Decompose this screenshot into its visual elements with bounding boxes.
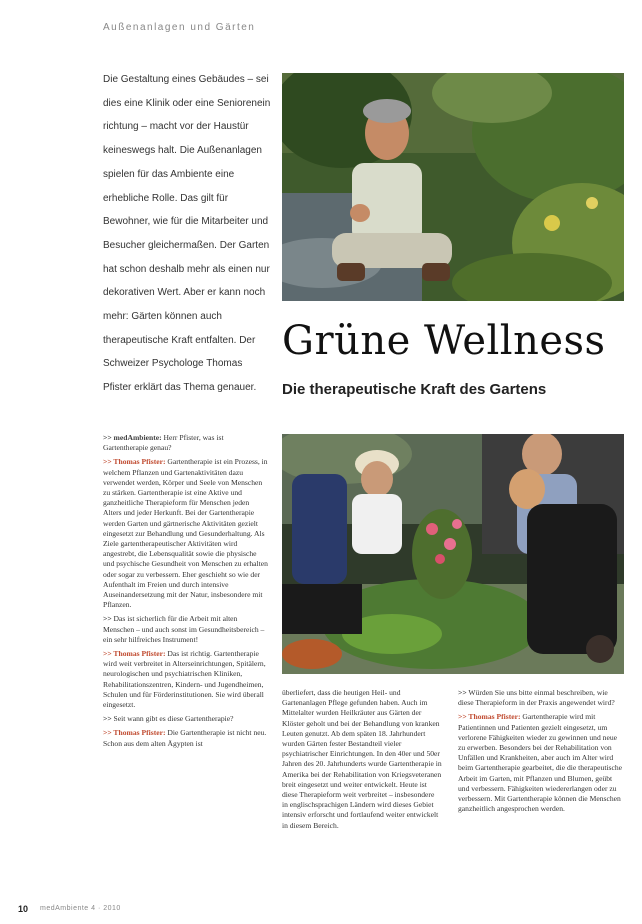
speaker-label: >> Thomas Pfister:: [103, 457, 166, 467]
speaker-label: >>: [103, 714, 112, 724]
headline: Grüne Wellness: [282, 318, 606, 364]
speaker-label: >> medAmbiente:: [103, 433, 162, 442]
interview-answer: [103, 457, 269, 610]
paragraph-text: Das ist sicherlich für die Arbeit mit alten Menschen – und auch sonst im Gesundheitsbereich – ein sehr hilfreiches Instrument!: [103, 614, 265, 644]
paragraph-text: Das ist richtig. Gartentherapie wird weit verbreitet in Alterseinrichtungen, Spitälern, neurologischen und psychiatrischen Kliniken, Rehabilitationszentren, Kindern- und Jugendheimen, Schulen und für Förderinstitutionen. Sie wird überall eingesetzt.: [103, 649, 266, 710]
speaker-label: >>: [458, 688, 467, 697]
body-paragraph: [282, 688, 442, 831]
interview-column-1: [103, 433, 269, 749]
interview-question: [458, 688, 624, 708]
interview-question: [103, 714, 269, 724]
speaker-label: >> Thomas Pfister:: [458, 712, 521, 722]
speaker-label: >> Thomas Pfister:: [103, 728, 166, 738]
speaker-label: >>: [103, 614, 112, 624]
page-number: 10: [18, 904, 29, 914]
publication-info: medAmbiente 4 · 2010: [40, 905, 121, 912]
interview-question: [103, 614, 269, 645]
interview-answer: [458, 712, 624, 814]
paragraph-text: Seit wann gibt es diese Gartentherapie?: [111, 714, 234, 724]
paragraph-text: Gartentherapie wird mit Patientinnen und Patienten gezielt eingesetzt, um verlorene Fähigkeiten wieder zu gewinnen und neue zu erwerben. Besonders bei der Rehabilitation von Unfällen und Krankheiten, aber auch im Alter wird beim Gartentherapie gearbeitet, die die therapeutische Arbeit im Garten, mit Pflanzen und Blumen, geübt und verbessern. Fähigkeiten wiedererlangen oder zu verbessern. Mit Gartentherapie können die Menschen ganzheitlich angesprochen werden.: [458, 712, 623, 814]
interview-question: [103, 433, 269, 453]
paragraph-text: Würden Sie uns bitte einmal beschreiben, wie diese Therapieform in der Praxis angewendet wird?: [458, 688, 615, 708]
paragraph-text: Herr Pfister, was ist Gartentherapie genau?: [103, 433, 224, 453]
photo-man-in-garden: [282, 73, 624, 301]
section-label: Außenanlagen und Gärten: [103, 22, 256, 33]
interview-answer: [103, 728, 269, 748]
interview-answer: [103, 649, 269, 710]
paragraph-text: überliefert, dass die heutigen Heil- und Gartenanlagen Pflege gefunden haben. Auch im Mittelalter wurden Heilkräuter aus Gärten der Klöster geholt und bei der Behandlung von kranken Leuten genutzt. Ab dem späten 18. Jahrhundert wurden Gärten fester Bestandteil vieler psychiatrischer Einrichtungen. In den 40er und 50er Jahren des 20. Jahrhunderts wurde Gartentherapie in Amerika bei der Rehabilitation von Kriegsveteranen breit eingesetzt und weiter entwickelt. Heute ist diese Therapieform weit verbreitet – insbesondere in englischsprachigen Ländern wird dieses Gebiet intensiv erforscht und fortlaufend weiter entwickelt in diesem Bereich.: [282, 688, 442, 830]
intro-paragraph: Die Gestaltung eines Gebäudes – sei dies eine Klinik oder eine Seniorenein richtung – macht vor der Haustür keineswegs halt. Die Außenanlagen spielen für das Ambiente eine erhebliche Rolle. Das gilt für Bewohner, wie für die Mitarbeiter und Besucher gleichermaßen. Der Garten hat schon deshalb mehr als einen nur dekorativen Wert. Aber er kann noch mehr: Gärten können auch therapeutische Kraft entfalten. Der Schweizer Psychologe Thomas Pfister erklärt das Thema genauer.: [103, 74, 271, 394]
interview-column-2: [282, 688, 442, 831]
interview-column-3: [458, 688, 624, 814]
paragraph-text: Gartentherapie ist ein Prozess, in welchem Pflanzen und Gartenaktivitäten dazu verwendet werden, Körper und Seele von Menschen zu stärken. Gartentherapie ist eine Aktive und ganzheitliche Therapieform für Menschen jeden Alters und jeder Herkunft. Bei der Gartentherapie werden Garten und gärtnerische Aktivitäten gezielt eingesetzt zur Behandlung und Gesunderhaltung. Als Ziele gartentherapeutischer Aktivitäten wird angestrebt, die Lebensqualität sowie die physische und psychische Gesundheit von Menschen zu erhalten oder sogar zu verbessern. Eher geschieht so wie der Aufenthalt im Freien und durch intensive Auseinandersetzung mit der Natur, insbesondere mit Pflanzen.: [103, 457, 268, 610]
paragraph-text: Die Gartentherapie ist nicht neu. Schon aus dem alten Ägypten ist: [103, 728, 267, 748]
subheadline: Die therapeutische Kraft des Gartens: [282, 381, 547, 398]
speaker-label: >> Thomas Pfister:: [103, 649, 166, 659]
photo-group-planting: [282, 434, 624, 674]
